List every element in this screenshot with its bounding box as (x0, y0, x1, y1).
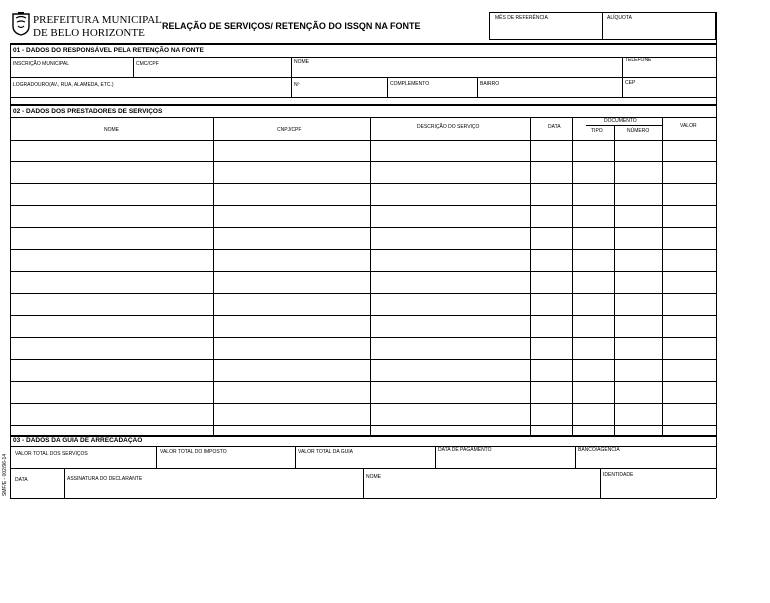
table-col-line-5 (614, 125, 615, 435)
table-header-rule (10, 140, 716, 141)
banco-agencia-label: BANCO/AGÊNCIA (578, 447, 620, 453)
aliquota-label: ALÍQUOTA (607, 15, 632, 21)
numero-label: Nº (294, 82, 300, 88)
section1-divider-5 (387, 77, 388, 97)
mes-referencia-label: MÊS DE REFERÊNCIA (495, 15, 548, 21)
page-title: RELAÇÃO DE SERVIÇOS/ RETENÇÃO DO ISSQN NA FONTE (162, 21, 421, 31)
table-row (10, 293, 716, 294)
table-row (10, 315, 716, 316)
table-row (10, 205, 716, 206)
table-row (10, 359, 716, 360)
section1-divider-7 (622, 77, 623, 97)
valor-imposto-label: VALOR TOTAL DO IMPOSTO (160, 449, 227, 455)
col-descricao-header: DESCRIÇÃO DO SERVIÇO (417, 124, 480, 130)
table-row (10, 403, 716, 404)
assinatura-label: ASSINATURA DO DECLARANTE (67, 476, 143, 482)
table-col-line-2 (370, 117, 371, 435)
form-code: SMF/E - 002/96-14 (2, 453, 9, 497)
section1-top-rule (10, 43, 716, 45)
form-left-border (10, 43, 11, 498)
section3-divider-1 (156, 446, 157, 468)
bairro-label: BAIRRO (480, 81, 500, 87)
table-row (10, 271, 716, 272)
inscricao-label: INSCRIÇÃO MUNICIPAL (13, 61, 70, 67)
col-tipo-header: TIPO (591, 128, 603, 134)
table-row (10, 425, 716, 426)
nome-label: NOME (294, 59, 309, 65)
table-row (10, 227, 716, 228)
table-row (10, 337, 716, 338)
complemento-label: COMPLEMENTO (390, 81, 430, 87)
table-col-line-1 (213, 117, 214, 435)
logradouro-label: LOGRADOURO(AV., RUA, ALAMEDA, ETC.) (13, 82, 114, 88)
section3-bottom-rule (10, 498, 716, 499)
table-col-line-3 (530, 117, 531, 435)
section3-divider-3 (435, 446, 436, 468)
col-numero-header: NÚMERO (627, 128, 650, 134)
section3-divider-4 (575, 446, 576, 468)
section3-divider-6 (363, 468, 364, 498)
col-valor-header: VALOR (680, 123, 697, 129)
data-pagamento-label: DATA DE PAGAMENTO (438, 447, 492, 453)
table-row (10, 381, 716, 382)
nome-declarante-label: NOME (366, 474, 381, 480)
col-data-header: DATA (548, 124, 561, 130)
valor-servicos-label: VALOR TOTAL DOS SERVIÇOS (15, 451, 88, 457)
valor-guia-label: VALOR TOTAL DA GUIA (298, 449, 354, 455)
documento-sub-rule (586, 125, 662, 126)
section1-title: 01 - DADOS DO RESPONSÁVEL PELA RETENÇÃO NA FONTE (13, 47, 204, 54)
section3-divider-5 (64, 468, 65, 498)
section1-divider-3 (622, 57, 623, 77)
col-nome-header: NOME (104, 127, 119, 133)
section2-top-rule (10, 104, 716, 106)
city-crest-icon (12, 12, 30, 36)
table-row (10, 183, 716, 184)
section3-divider-7 (600, 468, 601, 498)
table-row (10, 249, 716, 250)
section1-title-rule (10, 57, 716, 58)
table-col-line-4 (572, 117, 573, 435)
section1-bottom-rule (10, 97, 716, 98)
form-right-border (716, 12, 717, 498)
identidade-label: IDENTIDADE (603, 472, 634, 478)
telefone-label: TELEFONE (625, 57, 652, 63)
section3-divider-2 (295, 446, 296, 468)
section1-divider-2 (291, 57, 292, 77)
org-name-line1: PREFEITURA MUNICIPAL (33, 14, 162, 26)
cmc-label: CMC/CPF (136, 61, 159, 67)
col-cnpj-header: CNPJ/CPF (277, 127, 302, 133)
table-row (10, 161, 716, 162)
section3-title: 03 - DADOS DA GUIA DE ARRECADAÇÃO (13, 437, 143, 444)
section1-row-rule (10, 77, 716, 78)
col-documento-header: DOCUMENTO (604, 118, 637, 124)
cep-label: CEP (625, 80, 636, 86)
org-name-line2: DE BELO HORIZONTE (33, 27, 145, 39)
section1-divider-6 (477, 77, 478, 97)
data-label: DATA (15, 477, 28, 483)
section1-divider-4 (291, 77, 292, 97)
table-col-line-6 (662, 117, 663, 435)
section1-divider-1 (133, 57, 134, 77)
section2-title: 02 - DADOS DOS PRESTADORES DE SERVIÇOS (13, 108, 163, 115)
